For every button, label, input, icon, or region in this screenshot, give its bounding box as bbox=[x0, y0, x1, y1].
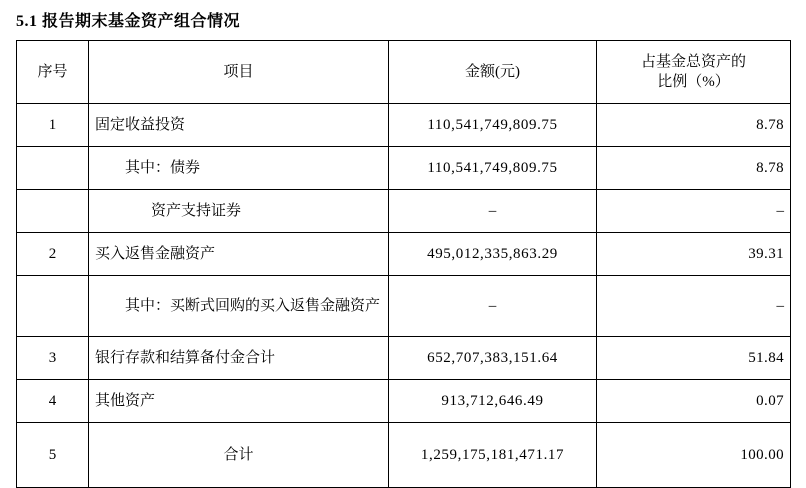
cell-no: 5 bbox=[17, 423, 89, 488]
table-row bbox=[17, 276, 791, 337]
table-header-row bbox=[17, 41, 791, 104]
column-header-percent bbox=[597, 41, 791, 104]
cell-percent: 100.00 bbox=[597, 423, 791, 488]
cell-item: 合计 bbox=[89, 423, 389, 488]
table-row bbox=[17, 190, 791, 233]
asset-allocation-table bbox=[16, 40, 791, 488]
cell-percent: 8.78 bbox=[597, 104, 791, 147]
cell-amount: – bbox=[389, 276, 597, 337]
cell-no bbox=[17, 190, 89, 233]
column-header-percent-line2: 比例（%） bbox=[657, 74, 730, 90]
column-header-no: 序号 bbox=[17, 41, 89, 104]
cell-percent: 51.84 bbox=[597, 337, 791, 380]
cell-item: 资产支持证券 bbox=[89, 190, 389, 233]
cell-amount: 110,541,749,809.75 bbox=[389, 104, 597, 147]
cell-item: 银行存款和结算备付金合计 bbox=[89, 337, 389, 380]
cell-item: 其他资产 bbox=[89, 380, 389, 423]
table-row bbox=[17, 147, 791, 190]
cell-amount: 652,707,383,151.64 bbox=[389, 337, 597, 380]
cell-no: 2 bbox=[17, 233, 89, 276]
cell-amount: 913,712,646.49 bbox=[389, 380, 597, 423]
table-row bbox=[17, 337, 791, 380]
column-header-item: 项目 bbox=[89, 41, 389, 104]
cell-item: 买入返售金融资产 bbox=[89, 233, 389, 276]
table-body bbox=[17, 104, 791, 488]
cell-amount: – bbox=[389, 190, 597, 233]
cell-no: 1 bbox=[17, 104, 89, 147]
cell-percent: 0.07 bbox=[597, 380, 791, 423]
column-header-amount: 金额(元) bbox=[389, 41, 597, 104]
cell-amount: 495,012,335,863.29 bbox=[389, 233, 597, 276]
column-header-percent-line1: 占基金总资产的 bbox=[640, 53, 746, 70]
cell-percent: – bbox=[597, 276, 791, 337]
table-row bbox=[17, 380, 791, 423]
cell-percent: 8.78 bbox=[597, 147, 791, 190]
cell-percent: 39.31 bbox=[597, 233, 791, 276]
cell-amount: 110,541,749,809.75 bbox=[389, 147, 597, 190]
cell-amount: 1,259,175,181,471.17 bbox=[389, 423, 597, 488]
table-header bbox=[17, 41, 791, 104]
cell-no bbox=[17, 276, 89, 337]
cell-item: 固定收益投资 bbox=[89, 104, 389, 147]
cell-percent: – bbox=[597, 190, 791, 233]
table-row bbox=[17, 104, 791, 147]
table-row bbox=[17, 423, 791, 488]
page-title: 5.1 报告期末基金资产组合情况 bbox=[16, 13, 241, 30]
cell-item: 其中：买断式回购的买入返售金融资产 bbox=[89, 276, 389, 337]
cell-no: 3 bbox=[17, 337, 89, 380]
cell-no bbox=[17, 147, 89, 190]
cell-item: 其中：债券 bbox=[89, 147, 389, 190]
cell-no: 4 bbox=[17, 380, 89, 423]
table-row bbox=[17, 233, 791, 276]
